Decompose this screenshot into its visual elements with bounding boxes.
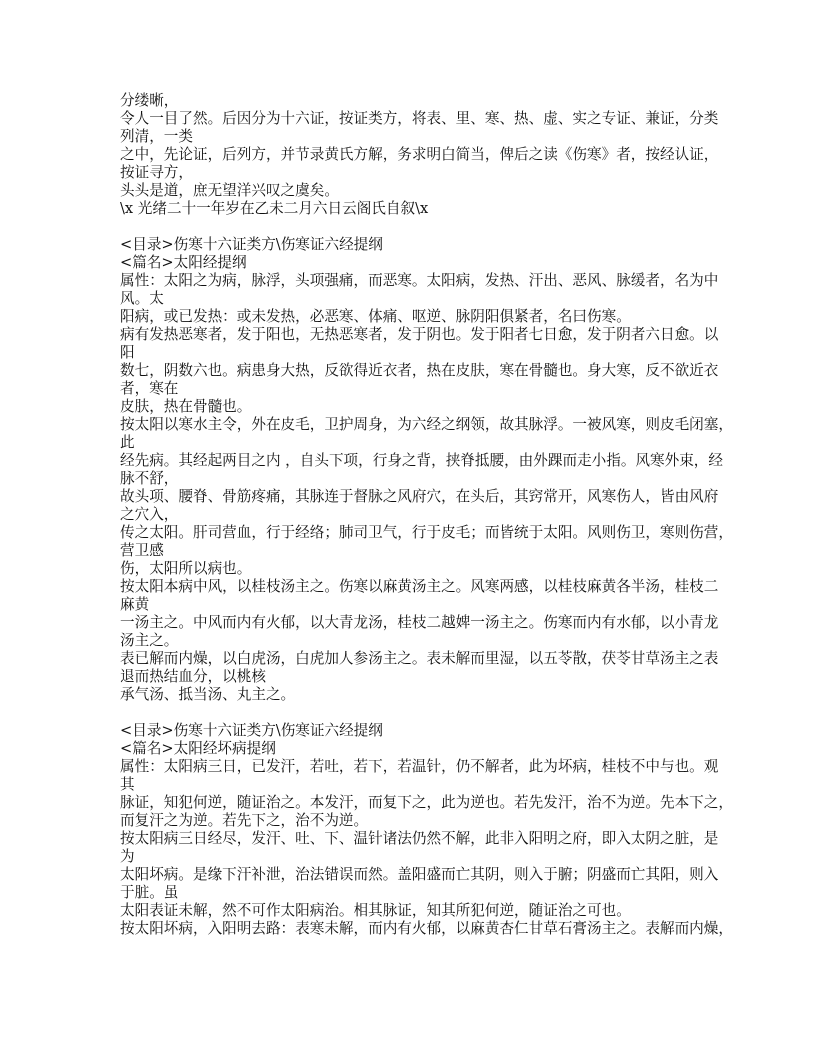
- text-line: 麻黄: [120, 596, 150, 613]
- text-line: 而复汗之为逆。若先下之，治不为逆。: [120, 812, 369, 829]
- text-line: 脉不舒，: [120, 470, 179, 487]
- text-line: 营卫感: [120, 542, 164, 559]
- text-line: 太阳表证未解，然不可作太阳病治。相其脉证，知其所犯何逆，随证治之可也。: [120, 902, 631, 919]
- text-line: 按太阳病三日经尽，发汗、吐、下、温针诸法仍然不解，此非入阳明之府，即入太阴之脏，是: [120, 830, 719, 847]
- text-line: 皮肤，热在骨髓也。: [120, 398, 252, 415]
- text-line: 为: [120, 848, 135, 865]
- text-line: 按太阳坏病，入阳明去路：表寒未解，而内有火郁，以麻黄杏仁甘草石膏汤主之。表解而内燥，: [120, 920, 733, 937]
- text-line: 属性：太阳病三日，已发汗，若吐，若下，若温针，仍不解者，此为坏病，桂枝不中与也。观: [120, 758, 719, 775]
- text-line: 列清，一类: [120, 128, 193, 145]
- text-line: 其: [120, 776, 135, 793]
- text-line: 属性：太阳之为病，脉浮，头项强痛，而恶寒。太阳病，发热、汗出、恶风、脉缓者，名为中: [120, 272, 719, 289]
- text-line: 伤，太阳所以病也。: [120, 560, 252, 577]
- text-line: 令人一目了然。后因分为十六证，按证类方，将表、里、寒、热、虚、实之专证、兼证，分类: [120, 110, 719, 127]
- text-line: 分缕晰，: [120, 92, 179, 109]
- text-line: 数七，阴数六也。病患身大热，反欲得近衣者，热在皮肤，寒在骨髓也。身大寒，反不欲近衣: [120, 362, 719, 379]
- text-line: 传之太阳。肝司营血，行于经络；肺司卫气，行于皮毛；而皆统于太阳。风则伤卫，寒则伤营，: [120, 524, 733, 541]
- text-line: 于脏。虽: [120, 884, 179, 901]
- text-line: 之中，先论证，后列方，并节录黄氏方解，务求明白简当，俾后之读《伤寒》者，按经认证，: [120, 146, 719, 163]
- text-line: <目录>伤寒十六证类方\伤寒证六经提纲: [120, 236, 383, 253]
- text-line: \x 光绪二十一年岁在乙未二月六日云阁氏自叙\x: [120, 200, 429, 217]
- text-line: 承气汤、抵当汤、丸主之。: [120, 686, 296, 703]
- text-line: 者，寒在: [120, 380, 179, 397]
- text-line: 汤主之。: [120, 632, 179, 649]
- text-line: 太阳坏病。是缘下汗补泄，治法错误而然。盖阳盛而亡其阴，则入于腑；阴盛而亡其阳，则入: [120, 866, 719, 883]
- text-line: <篇名>太阳经坏病提纲: [120, 740, 276, 757]
- text-line: 退而热结血分，以桃核: [120, 668, 266, 685]
- text-line: 脉证，知犯何逆，随证治之。本发汗，而复下之，此为逆也。若先发汗，治不为逆。先本下之，: [120, 794, 733, 811]
- text-line: 按证寻方，: [120, 164, 193, 181]
- text-line: 此: [120, 434, 135, 451]
- text-line: 阳病，或已发热：或未发热，必恶寒、体痛、呕逆、脉阴阳俱紧者，名曰伤寒。: [120, 308, 631, 325]
- document-page: [120, 92, 733, 938]
- text-line: 阳: [120, 344, 135, 361]
- text-line: 病有发热恶寒者，发于阳也，无热恶寒者，发于阴也。发于阳者七日愈，发于阴者六日愈。以: [120, 326, 719, 343]
- text-line: 经先病。其经起两目之内 ，自头下项，行身之背，挟脊抵腰，由外踝而走小指。风寒外束，经: [120, 452, 723, 469]
- blank-line: [120, 218, 710, 236]
- text-line: 头头是道，庶无望洋兴叹之虞矣。: [120, 182, 339, 199]
- text-line: 一汤主之。中风而内有火郁，以大青龙汤，桂枝二越婢一汤主之。伤寒而内有水郁，以小青龙: [120, 614, 719, 631]
- text-line: 之穴入，: [120, 506, 179, 523]
- text-line: <目录>伤寒十六证类方\伤寒证六经提纲: [120, 722, 383, 739]
- text-line: 按太阳本病中风，以桂枝汤主之。伤寒以麻黄汤主之。风寒两感，以桂枝麻黄各半汤，桂枝二: [120, 578, 719, 595]
- text-line: 风。太: [120, 290, 164, 307]
- blank-line: [120, 704, 710, 722]
- text-line: 按太阳以寒水主令，外在皮毛，卫护周身，为六经之纲领，故其脉浮。一被风寒，则皮毛闭塞，: [120, 416, 733, 433]
- text-line: 表已解而内燥，以白虎汤，白虎加人参汤主之。表未解而里湿，以五苓散，茯苓甘草汤主之表: [120, 650, 719, 667]
- text-line: <篇名>太阳经提纲: [120, 254, 247, 271]
- text-line: 故头项、腰脊、骨筋疼痛，其脉连于督脉之风府穴，在头后，其窍常开，风寒伤人，皆由风府: [120, 488, 719, 505]
